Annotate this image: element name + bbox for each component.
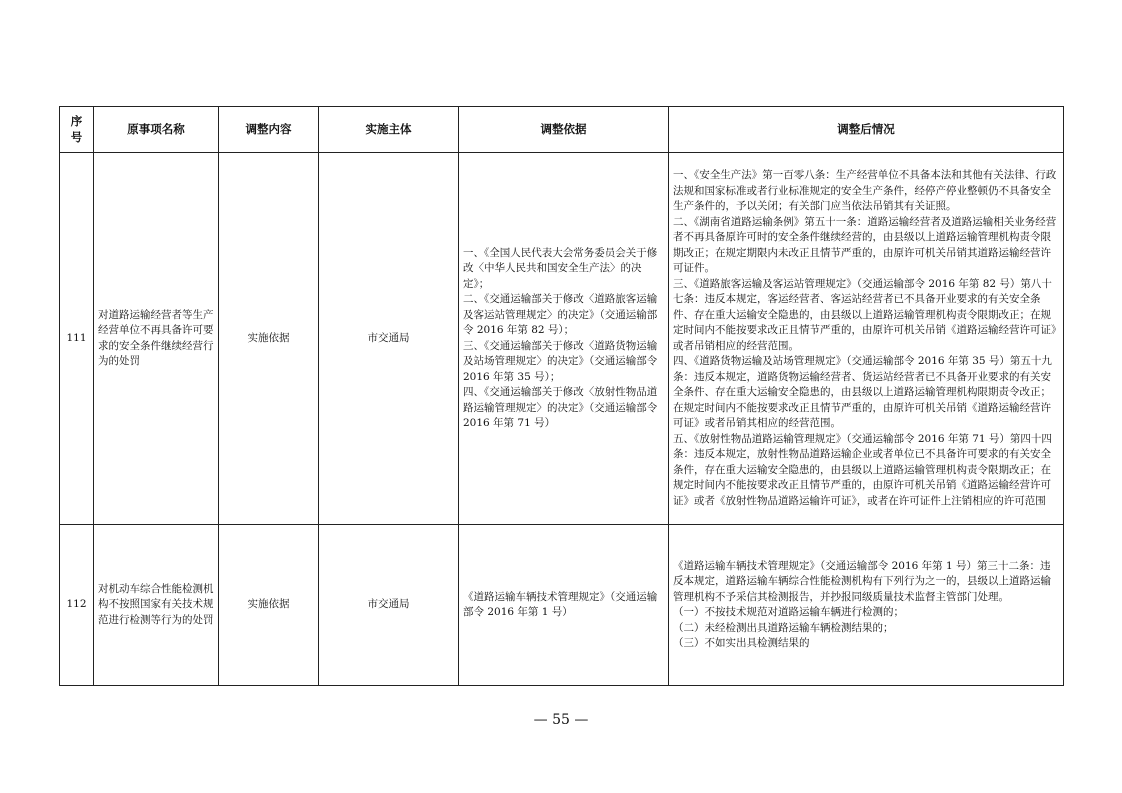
row-implementing-body: 市交通局 (319, 153, 459, 525)
header-seq: 序 号 (60, 107, 94, 153)
row-item-name: 对道路运输经营者等生产经营单位不再具备许可要求的安全条件继续经营行为的处罚 (94, 153, 219, 525)
adjustment-table (59, 106, 1064, 686)
row-seq: 111 (60, 153, 94, 525)
table-row (60, 153, 1064, 525)
row-adjustment-basis: 《道路运输车辆技术管理规定》（交通运输部令 2016 年第 1 号） (459, 525, 669, 686)
row-adjustment-content: 实施依据 (219, 525, 319, 686)
table-header-row (60, 107, 1064, 153)
row-situation-after: 一、《安全生产法》第一百零八条：生产经营单位不具备本法和其他有关法律、行政法规和国家标准或者行业标准规定的安全生产条件，经停产停业整顿仍不具备安全生产条件的，予以关闭；有关部门应当依法吊销其有关证照。 二、《湖南省道路运输条例》第五十一条：道路运输经营者及道路运输相关业务经营者不再具备原许可时的安全条件继续经营的，由县级以上道路运输管理机构责令限期改正；在规定期限内未改正且情节严重的，由原许可机关吊销其道路运输经营许可证件。 三、《道路旅客运输及客运站管理规定》（交通运输部令 2016 年第 82 号）第八十七条：违反本规定，客运经营者、客运站经营者已不具备开业要求的有关安全条件、存在重大运输安全隐患的，由县级以上道路运输管理机构责令限期改正；在规定时间内不能按要求改正且情节严重的，由原许可机关吊销《道路运输经营许可证》或者吊销相应的经营范围。 四、《道路货物运输及站场管理规定》（交通运输部令 2016 年第 35 号）第五十九条：违反本规定，道路货物运输经营者、货运站经营者已不具备开业要求的有关安全条件、存在重大运输安全隐患的，由县级以上道路运输管理机构限期责令改正；在规定时间内不能按要求改正且情节严重的，由原许可机关吊销《道路运输经营许可证》或者吊销其相应的经营范围。 五、《放射性物品道路运输管理规定》（交通运输部令 2016 年第 71 号）第四十四条：违反本规定，放射性物品道路运输企业或者单位已不具备许可要求的有关安全条件，存在重大运输安全隐患的，由县级以上道路运输管理机构责令限期改正；在规定时间内不能按要求改正且情节严重的，由原许可机关吊销《道路运输经营许可证》或者《放射性物品道路运输许可证》，或者在许可证件上注销相应的许可范围 (669, 153, 1064, 525)
header-original-item-name: 原事项名称 (94, 107, 219, 153)
row-seq: 112 (60, 525, 94, 686)
table-row (60, 525, 1064, 686)
row-implementing-body: 市交通局 (319, 525, 459, 686)
row-item-name: 对机动车综合性能检测机构不按照国家有关技术规范进行检测等行为的处罚 (94, 525, 219, 686)
row-situation-after: 《道路运输车辆技术管理规定》（交通运输部令 2016 年第 1 号）第三十二条：违反本规定，道路运输车辆综合性能检测机构有下列行为之一的，县级以上道路运输管理机构不予采信其检测报告，并抄报同级质量技术监督主管部门处理。 （一）不按技术规范对道路运输车辆进行检测的； （二）未经检测出具道路运输车辆检测结果的； （三）不如实出具检测结果的 (669, 525, 1064, 686)
row-adjustment-basis: 一、《全国人民代表大会常务委员会关于修改〈中华人民共和国安全生产法〉的决定》； 二、《交通运输部关于修改〈道路旅客运输及客运站管理规定〉的决定》（交通运输部令 2016 年第 82 号）； 三、《交通运输部关于修改〈道路货物运输及站场管理规定〉的决定》（交通运输部令 2016 年第 35 号）； 四、《交通运输部关于修改〈放射性物品道路运输管理规定〉的决定》（交通运输部令 2016 年第 71 号） (459, 153, 669, 525)
header-adjustment-content: 调整内容 (219, 107, 319, 153)
header-adjustment-basis: 调整依据 (459, 107, 669, 153)
header-situation-after-adjustment: 调整后情况 (669, 107, 1064, 153)
row-adjustment-content: 实施依据 (219, 153, 319, 525)
page-number: — 55 — (533, 712, 589, 728)
header-implementing-body: 实施主体 (319, 107, 459, 153)
